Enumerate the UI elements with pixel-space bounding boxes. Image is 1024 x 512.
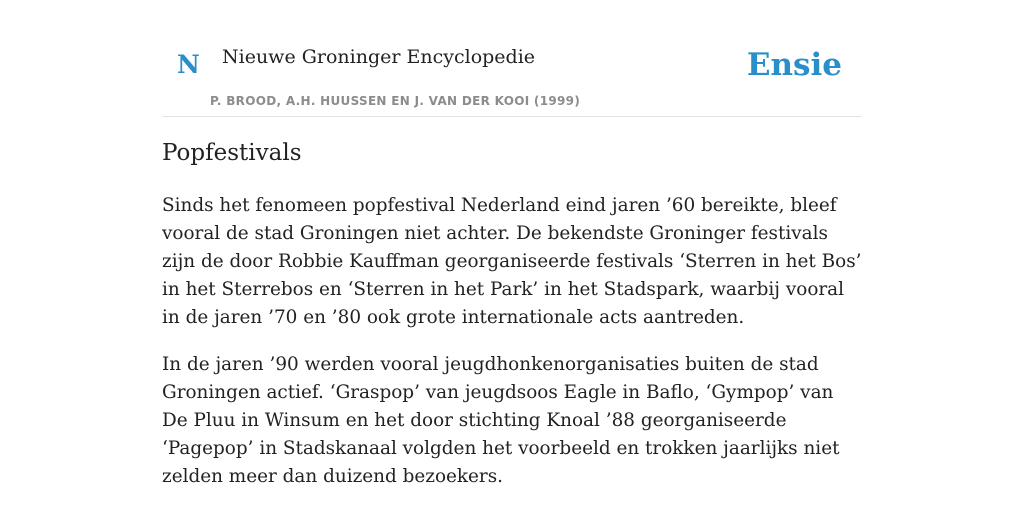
article-paragraph: In de jaren ’90 werden vooral jeugdhonkenorganisaties buiten de stad Groningen actief. ‘Graspop’ van jeugdsoos Eagle in Baflo, ‘Gympop’ van De Pluu in Winsum en het door stichting Knoal ’88 georganiseerde ‘Pagepop’ in Stadskanaal volgden het voorbeeld en trokken jaarlijks niet zelden meer dan duizend bezoekers. [162, 354, 840, 487]
article-paragraph: Sinds het fenomeen popfestival Nederland eind jaren ’60 bereikte, bleef vooral de stad Groningen niet achter. De bekendste Groninger festivals zijn de door Robbie Kauffman georganiseerde festivals ‘Sterren in het Bos’ in het Sterrebos en ‘Sterren in het Park’ in het Stadspark, waarbij vooral in de jaren ’70 en ’80 ook grote internationale acts aantreden. [162, 195, 862, 328]
content-container [162, 0, 862, 487]
source-authors: P. BROOD, A.H. HUUSSEN EN J. VAN DER KOOI (1999) [210, 94, 581, 108]
source-logo[interactable]: N [177, 50, 200, 79]
ensie-brand-link[interactable]: Ensie [746, 47, 842, 83]
article-title: Popfestivals [162, 140, 302, 166]
source-header [162, 0, 862, 117]
source-title[interactable]: Nieuwe Groninger Encyclopedie [222, 46, 536, 68]
